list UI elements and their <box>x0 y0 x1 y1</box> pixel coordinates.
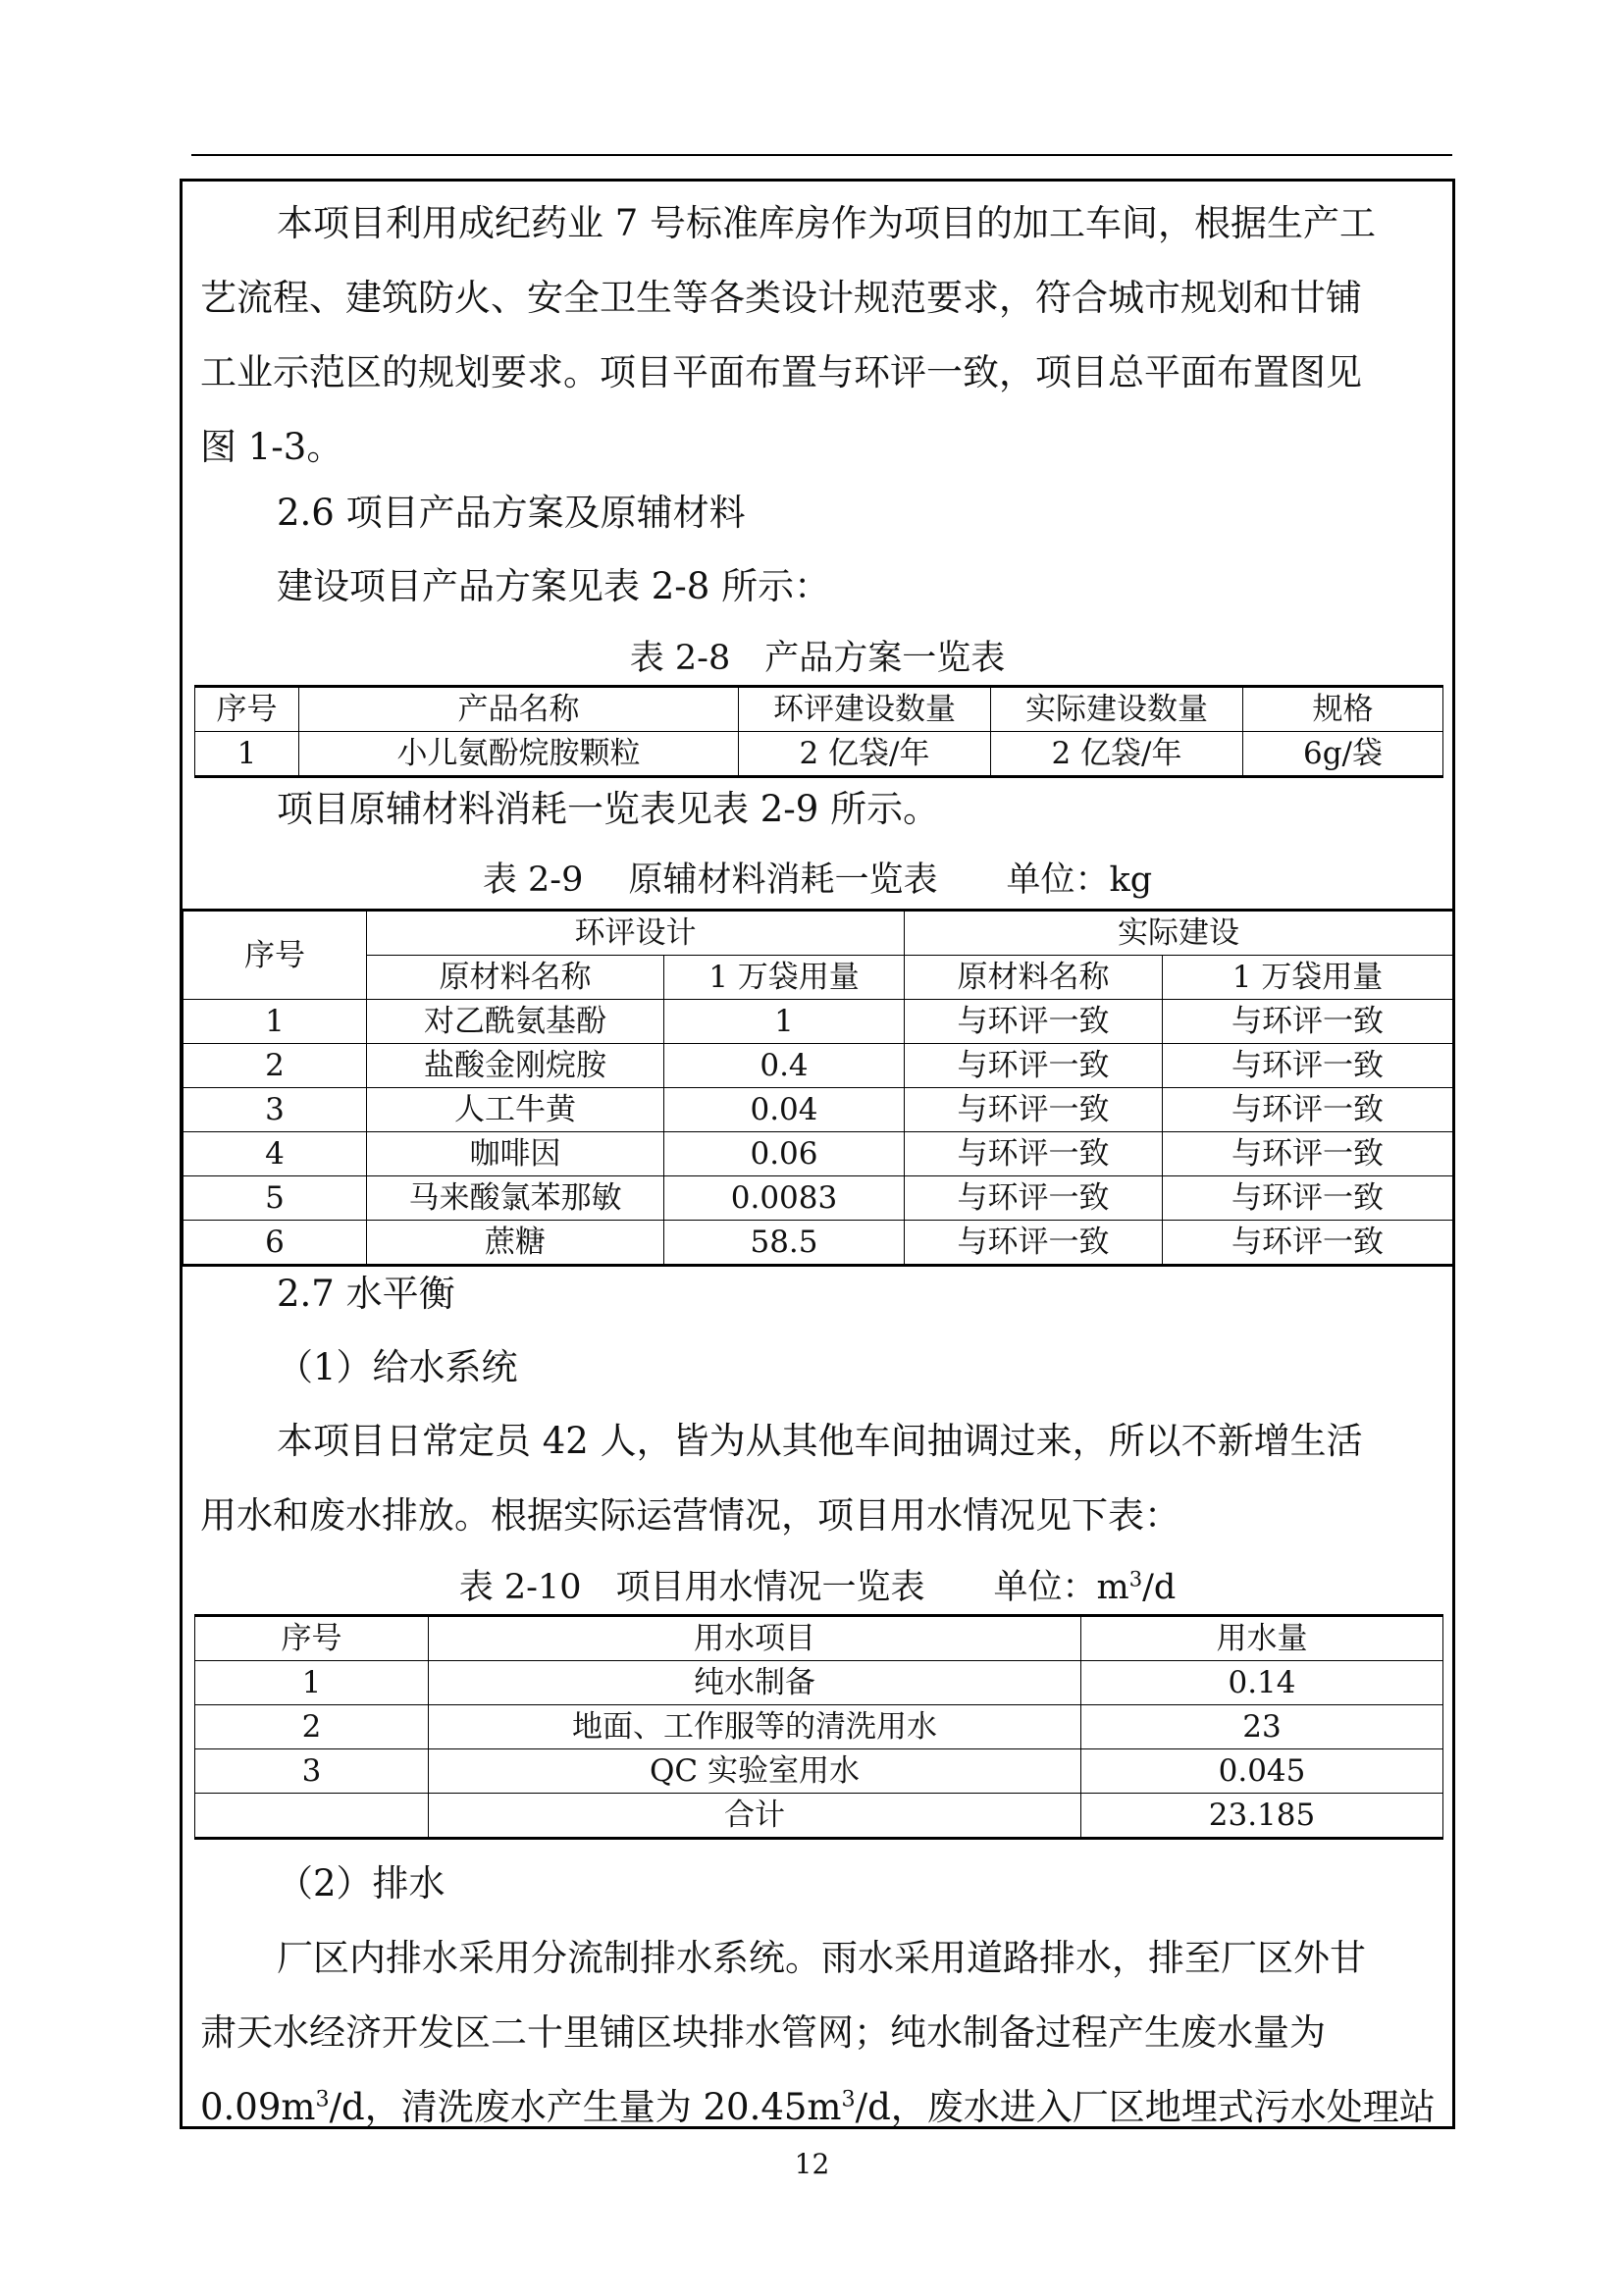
table-cell: 0.06 <box>664 1132 905 1176</box>
header-cell: 1 万袋用量 <box>664 956 905 1000</box>
table-header-row <box>195 687 1443 732</box>
table-cell: 58.5 <box>664 1221 905 1266</box>
table-cell: 1 <box>195 1661 429 1705</box>
table-row <box>195 1705 1443 1749</box>
paragraph-line: 厂区内排水采用分流制排水系统。雨水采用道路排水，排至厂区外甘 <box>277 1937 1366 1979</box>
table-cell: 与环评一致 <box>1163 1088 1453 1132</box>
table-cell: 地面、工作服等的清洗用水 <box>429 1705 1081 1749</box>
table-cell: 对乙酰氨基酚 <box>367 1000 664 1044</box>
text-run: /d，废水进入厂区地埋式污水处理站 <box>855 2086 1436 2128</box>
section-heading: （2）排水 <box>277 1862 445 1904</box>
table-cell: QC 实验室用水 <box>429 1749 1081 1794</box>
table-cell <box>195 1794 429 1839</box>
table-cell: 0.04 <box>664 1088 905 1132</box>
table-caption <box>183 1560 1452 1615</box>
product-table <box>194 685 1443 778</box>
table-cell: 与环评一致 <box>905 1088 1163 1132</box>
table-cell: 0.14 <box>1081 1661 1443 1705</box>
table-cell: 咖啡因 <box>367 1132 664 1176</box>
paragraph-line: 图 1-3。 <box>200 426 343 468</box>
table-cell: 1 <box>195 732 299 777</box>
table-cell: 与环评一致 <box>1163 1132 1453 1176</box>
table-cell: 小儿氨酚烷胺颗粒 <box>299 732 739 777</box>
table-cell: 与环评一致 <box>905 1132 1163 1176</box>
table-cell: 5 <box>183 1176 367 1221</box>
table-header-row <box>183 956 1453 1000</box>
header-cell: 1 万袋用量 <box>1163 956 1453 1000</box>
table-cell: 与环评一致 <box>1163 1176 1453 1221</box>
paragraph-line: 本项目日常定员 42 人，皆为从其他车间抽调过来，所以不新增生活 <box>277 1420 1363 1462</box>
caption-unit: /d <box>1142 1568 1177 1607</box>
table-row <box>195 1794 1443 1839</box>
table-cell: 6g/袋 <box>1243 732 1443 777</box>
table-row <box>195 1749 1443 1794</box>
table-row <box>183 1044 1453 1088</box>
table-cell: 1 <box>664 1000 905 1044</box>
header-cell: 序号 <box>195 1616 429 1661</box>
table-caption: 表 2-8 产品方案一览表 <box>629 639 1006 678</box>
paragraph-line: 建设项目产品方案见表 2-8 所示： <box>277 565 831 607</box>
table-cell: 0.0083 <box>664 1176 905 1221</box>
superscript: 3 <box>1128 1567 1143 1591</box>
table-cell: 2 亿袋/年 <box>991 732 1243 777</box>
paragraph-line: 肃天水经济开发区二十里铺区块排水管网；纯水制备过程产生废水量为 <box>200 2011 1326 2054</box>
paragraph-line <box>200 2070 1436 2129</box>
table-cell: 与环评一致 <box>1163 1044 1453 1088</box>
page-number: 12 <box>794 2148 830 2180</box>
table-cell: 人工牛黄 <box>367 1088 664 1132</box>
text-run: /d，清洗废水产生量为 20.45m <box>329 2086 842 2128</box>
table-cell: 2 <box>183 1044 367 1088</box>
materials-table <box>183 909 1453 1267</box>
table-cell: 3 <box>183 1088 367 1132</box>
table-row <box>183 1000 1453 1044</box>
table-cell: 23 <box>1081 1705 1443 1749</box>
table-cell: 合计 <box>429 1794 1081 1839</box>
paragraph-line: 用水和废水排放。根据实际运营情况，项目用水情况见下表： <box>200 1494 1180 1537</box>
table-row <box>183 1176 1453 1221</box>
header-rule <box>191 154 1452 156</box>
table-cell: 4 <box>183 1132 367 1176</box>
table-cell: 2 <box>195 1705 429 1749</box>
table-header-row <box>183 911 1453 956</box>
table-row <box>183 1088 1453 1132</box>
header-cell: 环评建设数量 <box>739 687 991 732</box>
table-cell: 盐酸金刚烷胺 <box>367 1044 664 1088</box>
table-cell: 与环评一致 <box>905 1221 1163 1266</box>
paragraph-line: 艺流程、建筑防火、安全卫生等各类设计规范要求，符合城市规划和廿铺 <box>200 277 1362 319</box>
table-cell: 与环评一致 <box>1163 1000 1453 1044</box>
paragraph-line: 工业示范区的规划要求。项目平面布置与环评一致，项目总平面布置图见 <box>200 351 1362 393</box>
caption-text: 表 2-10 项目用水情况一览表 单位：m <box>458 1568 1129 1607</box>
paragraph-line: 项目原辅材料消耗一览表见表 2-9 所示。 <box>277 788 940 830</box>
header-cell: 序号 <box>195 687 299 732</box>
text-run: 0.09m <box>200 2086 316 2128</box>
table-caption: 表 2-9 原辅材料消耗一览表 单位：kg <box>482 861 1153 900</box>
table-cell: 与环评一致 <box>905 1176 1163 1221</box>
paragraph-line: 本项目利用成纪药业 7 号标准库房作为项目的加工车间，根据生产工 <box>277 202 1377 244</box>
table-cell: 0.4 <box>664 1044 905 1088</box>
table-cell: 与环评一致 <box>905 1044 1163 1088</box>
header-cell: 实际建设 <box>905 911 1453 956</box>
header-cell: 用水项目 <box>429 1616 1081 1661</box>
header-cell: 规格 <box>1243 687 1443 732</box>
table-row <box>195 732 1443 777</box>
table-row <box>195 1661 1443 1705</box>
section-heading: 2.7 水平衡 <box>277 1273 455 1315</box>
section-heading: 2.6 项目产品方案及原辅材料 <box>277 492 746 534</box>
table-cell: 纯水制备 <box>429 1661 1081 1705</box>
header-cell: 原材料名称 <box>905 956 1163 1000</box>
table-cell: 马来酸氯苯那敏 <box>367 1176 664 1221</box>
header-cell: 序号 <box>183 911 367 1000</box>
header-cell: 原材料名称 <box>367 956 664 1000</box>
header-cell: 用水量 <box>1081 1616 1443 1661</box>
table-cell: 1 <box>183 1000 367 1044</box>
header-cell: 产品名称 <box>299 687 739 732</box>
table-row <box>183 1132 1453 1176</box>
superscript: 3 <box>841 2086 856 2112</box>
header-cell: 实际建设数量 <box>991 687 1243 732</box>
table-cell: 2 亿袋/年 <box>739 732 991 777</box>
table-cell: 与环评一致 <box>1163 1221 1453 1266</box>
table-cell: 23.185 <box>1081 1794 1443 1839</box>
section-heading: （1）给水系统 <box>277 1346 518 1388</box>
water-use-table <box>194 1614 1443 1840</box>
superscript: 3 <box>315 2086 330 2112</box>
table-cell: 与环评一致 <box>905 1000 1163 1044</box>
table-cell: 0.045 <box>1081 1749 1443 1794</box>
content-frame <box>180 179 1455 2129</box>
table-cell: 6 <box>183 1221 367 1266</box>
table-cell: 蔗糖 <box>367 1221 664 1266</box>
header-cell: 环评设计 <box>367 911 905 956</box>
table-cell: 3 <box>195 1749 429 1794</box>
table-header-row <box>195 1616 1443 1661</box>
